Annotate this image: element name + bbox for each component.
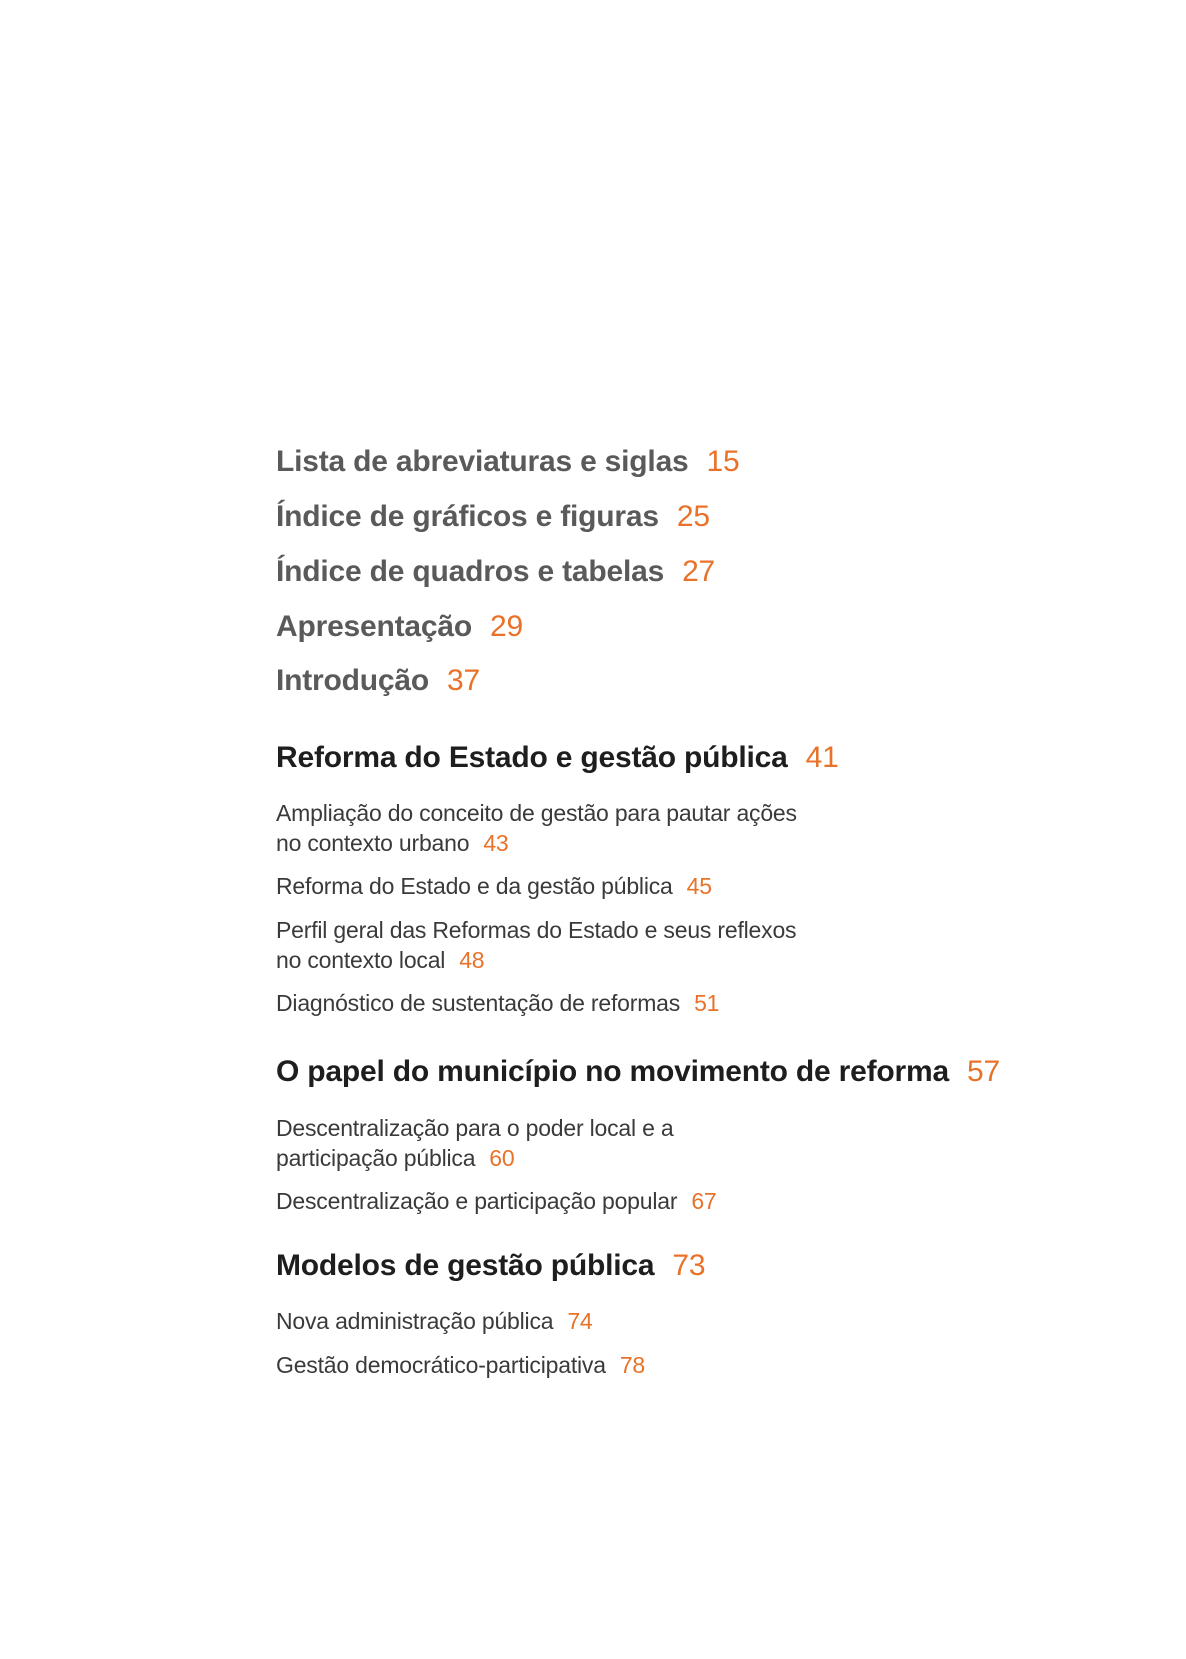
toc-chapter-papel-municipio[interactable] [276,1055,1000,1089]
toc-section-page: 48 [459,947,485,973]
toc-entry-page: 29 [490,610,523,643]
toc-section-page: 60 [489,1145,515,1171]
toc-section-descentralizacao-popular[interactable] [276,1186,717,1216]
toc-entry-title: Apresentação [276,610,473,643]
toc-entry-title: Índice de gráficos e figuras [276,500,659,533]
toc-entry-page: 27 [682,555,716,588]
toc-section-title: Gestão democrático-participativa [276,1352,606,1378]
toc-section-page: 43 [483,830,509,856]
toc-entry-page: 37 [447,664,480,697]
toc-chapter-title: Reforma do Estado e gestão pública [276,741,788,774]
toc-entry-title: Introdução [276,664,429,697]
toc-section-page: 51 [694,990,720,1016]
toc-section-ampliacao-conceito[interactable] [276,798,797,858]
toc-section-descentralizacao-poder-local[interactable] [276,1113,674,1173]
toc-section-title-line2: participação pública [276,1145,476,1171]
toc-chapter-page: 41 [805,741,839,774]
toc-section-page: 78 [619,1352,645,1378]
toc-entry-page: 25 [676,500,710,533]
toc-section-title-line1: Perfil geral das Reformas do Estado e seus reflexos [276,917,797,943]
toc-section-title-line1: Descentralização para o poder local e a [276,1115,674,1141]
toc-section-page: 67 [691,1188,717,1214]
toc-chapter-page: 73 [672,1249,706,1282]
toc-section-diagnostico[interactable] [276,988,719,1018]
toc-entry-page: 15 [706,445,740,478]
toc-section-title-line2: no contexto urbano [276,830,470,856]
toc-section-nova-administracao[interactable] [276,1306,593,1336]
toc-entry-title: Índice de quadros e tabelas [276,555,665,588]
toc-entry-apresentacao[interactable] [276,610,523,644]
toc-entry-quadros[interactable] [276,555,715,589]
toc-section-gestao-democratica[interactable] [276,1350,645,1380]
toc-chapter-title: Modelos de gestão pública [276,1249,655,1282]
toc-entry-introducao[interactable] [276,664,480,698]
toc-chapter-title: O papel do município no movimento de reforma [276,1055,949,1088]
toc-section-reforma-gestao[interactable] [276,871,712,901]
toc-section-perfil-geral[interactable] [276,915,796,975]
toc-section-title-line2: no contexto local [276,947,446,973]
toc-section-page: 74 [567,1308,593,1334]
toc-section-page: 45 [686,873,712,899]
toc-section-title-line1: Ampliação do conceito de gestão para pautar ações [276,800,797,826]
toc-chapter-modelos-gestao[interactable] [276,1249,705,1283]
toc-chapter-page: 57 [966,1055,1000,1088]
toc-chapter-reforma-estado[interactable] [276,741,839,775]
toc-entry-abreviaturas[interactable] [276,445,740,479]
toc-entry-title: Lista de abreviaturas e siglas [276,445,689,478]
toc-section-title: Diagnóstico de sustentação de reformas [276,990,681,1016]
toc-entry-graficos[interactable] [276,500,710,534]
toc-section-title: Reforma do Estado e da gestão pública [276,873,673,899]
toc-section-title: Descentralização e participação popular [276,1188,678,1214]
toc-section-title: Nova administração pública [276,1308,554,1334]
